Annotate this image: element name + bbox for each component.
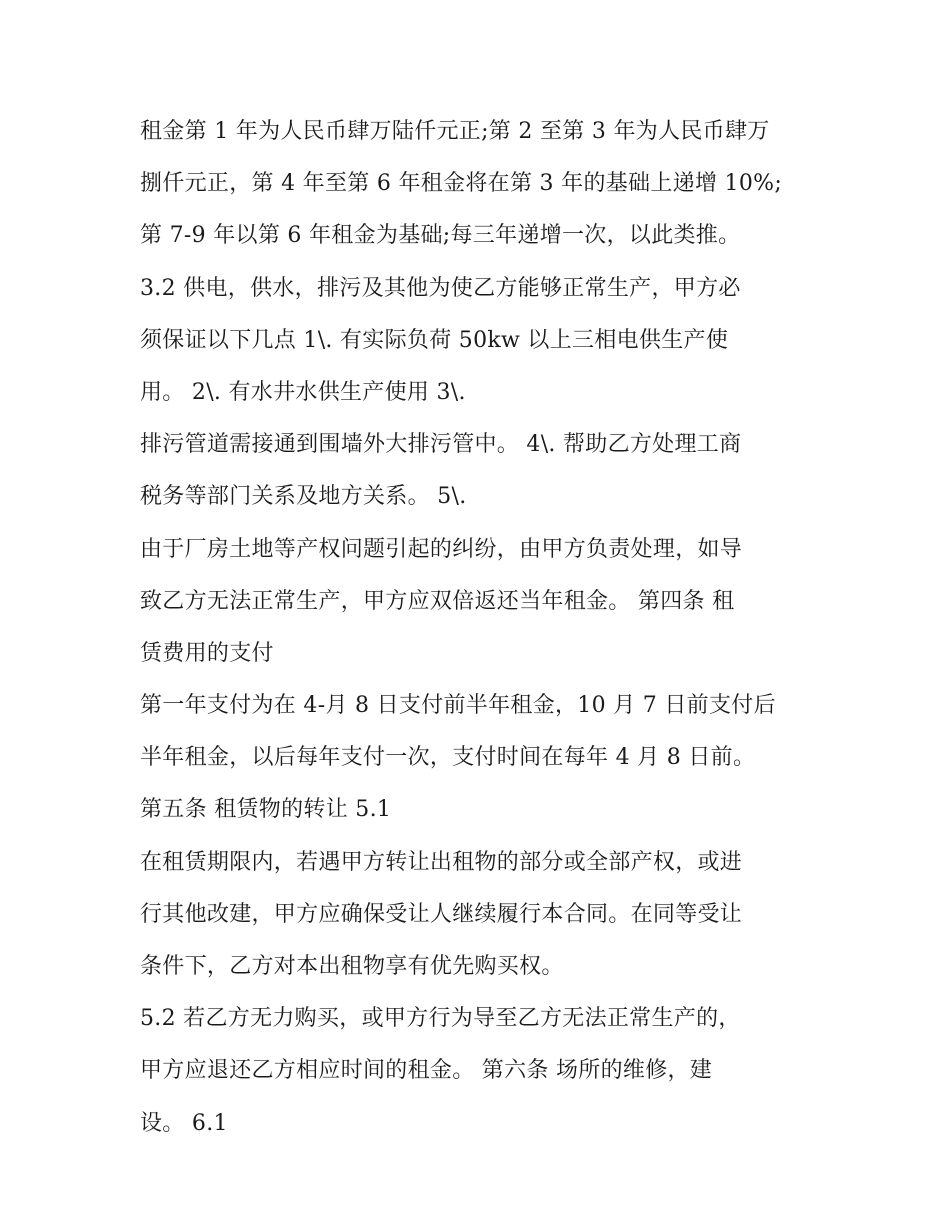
text-line: 捌仟元正，第 4 年至第 6 年租金将在第 3 年的基础上递增 10%; xyxy=(140,171,783,197)
text-line: 须保证以下几点 1\. 有实际负荷 50kw 以上三相电供生产使 xyxy=(140,327,729,353)
text-line: 第一年支付为在 4-月 8 日支付前半年租金，10 月 7 日前支付后 xyxy=(140,693,776,719)
text-line: 甲方应退还乙方相应时间的租金。 第六条 场所的维修，建 xyxy=(140,1058,713,1084)
text-line: 半年租金，以后每年支付一次，支付时间在每年 4 月 8 日前。 xyxy=(140,745,756,771)
text-line: 第五条 租赁物的转让 5.1 xyxy=(140,797,392,823)
document-body xyxy=(140,106,830,1150)
text-line: 赁费用的支付 xyxy=(140,640,274,666)
text-line: 由于厂房土地等产权问题引起的纠纷，由甲方负责处理，如导 xyxy=(140,536,743,562)
text-line: 在租赁期限内，若遇甲方转让出租物的部分或全部产权，或进 xyxy=(140,849,743,875)
text-line: 致乙方无法正常生产，甲方应双倍返还当年租金。 第四条 租 xyxy=(140,588,735,614)
text-line: 用。 2\. 有水井水供生产使用 3\. xyxy=(140,379,466,405)
text-line: 排污管道需接通到围墙外大排污管中。 4\. 帮助乙方处理工商 xyxy=(140,432,742,458)
text-line: 第 7-9 年以第 6 年租金为基础;每三年递增一次，以此类推。 xyxy=(140,223,741,249)
text-line: 税务等部门关系及地方关系。 5\. xyxy=(140,484,467,510)
text-line: 租金第 1 年为人民币肆万陆仟元正;第 2 至第 3 年为人民币肆万 xyxy=(140,119,770,144)
text-line: 条件下，乙方对本出租物享有优先购买权。 xyxy=(140,954,564,979)
text-line: 3.2 供电，供水，排污及其他为使乙方能够正常生产，甲方必 xyxy=(140,275,741,301)
text-line: 5.2 若乙方无力购买，或甲方行为导至乙方无法正常生产的， xyxy=(140,1006,741,1032)
text-line: 设。 6.1 xyxy=(140,1110,228,1136)
text-line: 行其他改建，甲方应确保受让人继续履行本合同。在同等受让 xyxy=(140,901,743,927)
